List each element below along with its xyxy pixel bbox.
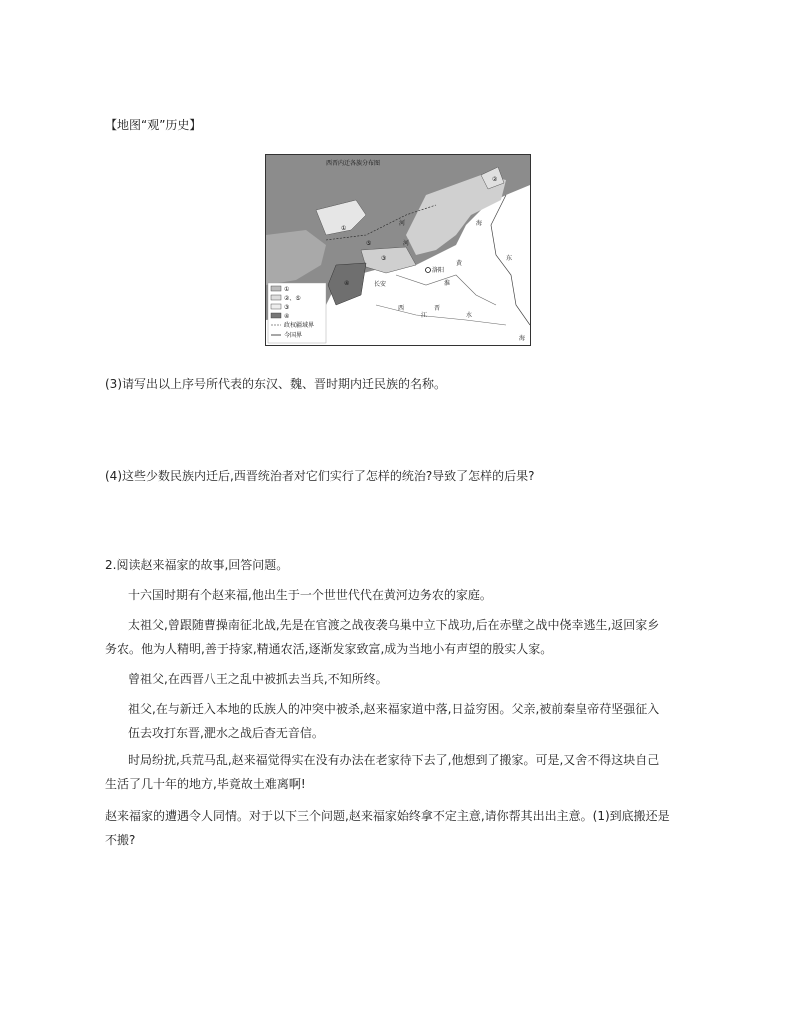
story-paragraph-4-line-2: 伍去攻打东晋,淝水之战后杳无音信。: [128, 726, 324, 740]
legend-item-4: ④: [284, 313, 290, 320]
legend-item-border: 政权疆域界: [284, 322, 315, 329]
map-label-hai1: 海: [476, 220, 483, 227]
map-title: 西晋内迁各族分布图: [326, 160, 381, 167]
story-paragraph-3: 曾祖父,在西晋八王之乱中被抓去当兵,不知所终。: [128, 672, 388, 686]
story-paragraph-2-line-2: 务农。他为人精明,善于持家,精通农活,逐渐发家致富,成为当地小有声望的殷实人家。: [105, 642, 553, 656]
map-label-xi: 西: [398, 305, 405, 312]
question-3: (3)请写出以上序号所代表的东汉、魏、晋时期内迁民族的名称。: [105, 377, 447, 391]
story-paragraph-2-line-1: 太祖父,曾跟随曹操南征北战,先是在官渡之战夜袭乌巢中立下战功,后在赤壁之战中侥幸逃生,返回家乡: [128, 618, 660, 632]
map-label-he2: 河: [403, 240, 410, 247]
map-label-hai2: 海: [519, 335, 526, 342]
western-jin-migration-map: [266, 155, 530, 345]
map-label-jin: 晋: [434, 305, 441, 312]
map-label-huai: 淮: [444, 280, 451, 287]
map-number-1: ①: [341, 225, 347, 232]
legend-item-national-border: 今国界: [284, 332, 303, 339]
map-label-luoyang: 洛阳: [432, 267, 445, 274]
map-number-4: ④: [344, 280, 350, 287]
question-2-intro: 2.阅读赵来福家的故事,回答问题。: [105, 558, 289, 572]
section-title: 【地图“观”历史】: [105, 118, 202, 132]
story-paragraph-5-line-2: 生活了几十年的地方,毕竟故土难离啊!: [105, 777, 306, 791]
map-label-jiang: 江: [421, 312, 428, 319]
map-figure: [265, 154, 531, 346]
map-label-huang: 黄: [456, 260, 463, 267]
legend-item-1: ①: [284, 286, 290, 293]
story-paragraph-5-line-1: 时局纷扰,兵荒马乱,赵来福觉得实在没有办法在老家待下去了,他想到了搬家。可是,又舍不得这块自己: [128, 753, 660, 767]
map-label-changan: 长安: [374, 281, 387, 288]
map-number-5: ⑤: [366, 240, 372, 247]
map-legend: [268, 283, 326, 343]
map-label-dong: 东: [506, 255, 513, 262]
story-paragraph-4-line-1: 祖父,在与新迁入本地的氐族人的冲突中被杀,赵来福家道中落,日益穷困。父亲,被前秦皇帝苻坚强征入: [128, 702, 660, 716]
question-line-2: 不搬?: [105, 833, 136, 847]
question-4: (4)这些少数民族内迁后,西晋统治者对它们实行了怎样的统治?导致了怎样的后果?: [105, 469, 535, 483]
question-line-1: 赵来福家的遭遇令人同情。对于以下三个问题,赵来福家始终拿不定主意,请你帮其出出主意。(1)到底搬还是: [105, 809, 670, 823]
map-number-3: ③: [381, 255, 387, 262]
map-label-shui: 水: [466, 312, 473, 319]
map-label-he1: 河: [399, 220, 406, 227]
legend-item-2: ②、⑤: [284, 295, 301, 302]
story-paragraph-1: 十六国时期有个赵来福,他出生于一个世世代代在黄河边务农的家庭。: [128, 588, 492, 602]
map-number-2: ②: [492, 176, 498, 183]
legend-item-3: ③: [284, 304, 290, 311]
